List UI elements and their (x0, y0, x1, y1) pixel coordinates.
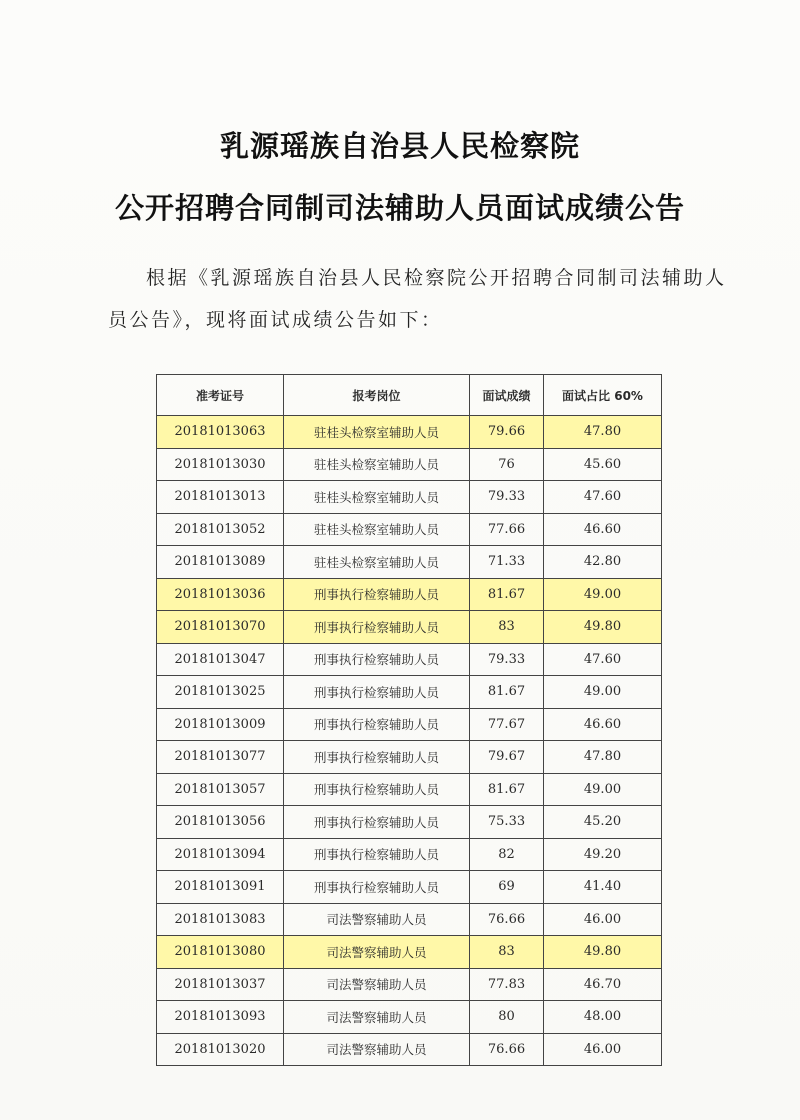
cell-post: 刑事执行检察辅助人员 (284, 773, 470, 806)
table-row (157, 611, 662, 644)
table-row (157, 1001, 662, 1034)
cell-score: 77.67 (470, 708, 544, 741)
cell-exam-id: 20181013009 (157, 708, 284, 741)
cell-exam-id: 20181013056 (157, 806, 284, 839)
cell-score: 80 (470, 1001, 544, 1034)
table-row (157, 936, 662, 969)
cell-exam-id: 20181013013 (157, 481, 284, 514)
cell-exam-id: 20181013077 (157, 741, 284, 774)
table-row (157, 871, 662, 904)
cell-exam-id: 20181013089 (157, 546, 284, 579)
header-exam-id: 准考证号 (157, 375, 284, 416)
cell-exam-id: 20181013047 (157, 643, 284, 676)
table-row (157, 903, 662, 936)
table-row (157, 416, 662, 449)
cell-score: 77.83 (470, 968, 544, 1001)
table-row (157, 448, 662, 481)
cell-post: 司法警察辅助人员 (284, 936, 470, 969)
cell-exam-id: 20181013025 (157, 676, 284, 709)
table-row (157, 513, 662, 546)
table-header-row (157, 375, 662, 416)
table-row (157, 708, 662, 741)
table-row (157, 643, 662, 676)
cell-exam-id: 20181013083 (157, 903, 284, 936)
document-title-line2: 公开招聘合同制司法辅助人员面试成绩公告 (114, 191, 685, 225)
table-row (157, 481, 662, 514)
cell-score: 81.67 (470, 676, 544, 709)
cell-weighted: 49.00 (544, 676, 662, 709)
table-body (157, 416, 662, 1066)
header-post: 报考岗位 (284, 375, 470, 416)
cell-score: 77.66 (470, 513, 544, 546)
cell-post: 驻桂头检察室辅助人员 (284, 513, 470, 546)
cell-weighted: 46.00 (544, 903, 662, 936)
table-row (157, 676, 662, 709)
cell-score: 75.33 (470, 806, 544, 839)
header-weighted: 面试占比 60% (544, 375, 662, 416)
cell-score: 71.33 (470, 546, 544, 579)
cell-post: 驻桂头检察室辅助人员 (284, 416, 470, 449)
table-row (157, 806, 662, 839)
cell-weighted: 45.60 (544, 448, 662, 481)
cell-weighted: 49.80 (544, 936, 662, 969)
cell-weighted: 46.60 (544, 513, 662, 546)
cell-score: 79.67 (470, 741, 544, 774)
cell-weighted: 41.40 (544, 871, 662, 904)
cell-score: 81.67 (470, 578, 544, 611)
table-row (157, 968, 662, 1001)
table-row (157, 578, 662, 611)
cell-score: 83 (470, 936, 544, 969)
cell-post: 刑事执行检察辅助人员 (284, 806, 470, 839)
cell-weighted: 47.80 (544, 416, 662, 449)
cell-weighted: 49.00 (544, 773, 662, 806)
cell-exam-id: 20181013037 (157, 968, 284, 1001)
table-row (157, 546, 662, 579)
cell-weighted: 45.20 (544, 806, 662, 839)
cell-exam-id: 20181013052 (157, 513, 284, 546)
cell-score: 76.66 (470, 903, 544, 936)
cell-exam-id: 20181013036 (157, 578, 284, 611)
cell-weighted: 42.80 (544, 546, 662, 579)
cell-post: 刑事执行检察辅助人员 (284, 871, 470, 904)
cell-post: 刑事执行检察辅助人员 (284, 838, 470, 871)
cell-post: 司法警察辅助人员 (284, 1001, 470, 1034)
cell-post: 驻桂头检察室辅助人员 (284, 546, 470, 579)
table-row (157, 838, 662, 871)
cell-post: 刑事执行检察辅助人员 (284, 611, 470, 644)
cell-exam-id: 20181013020 (157, 1033, 284, 1066)
score-table (156, 374, 662, 1066)
cell-score: 79.33 (470, 643, 544, 676)
cell-post: 司法警察辅助人员 (284, 968, 470, 1001)
table-row (157, 773, 662, 806)
table-row (157, 741, 662, 774)
cell-exam-id: 20181013080 (157, 936, 284, 969)
cell-post: 刑事执行检察辅助人员 (284, 643, 470, 676)
table-row (157, 1033, 662, 1066)
cell-post: 驻桂头检察室辅助人员 (284, 448, 470, 481)
cell-exam-id: 20181013094 (157, 838, 284, 871)
cell-weighted: 46.00 (544, 1033, 662, 1066)
cell-score: 82 (470, 838, 544, 871)
cell-score: 76 (470, 448, 544, 481)
cell-weighted: 49.20 (544, 838, 662, 871)
cell-score: 81.67 (470, 773, 544, 806)
cell-score: 83 (470, 611, 544, 644)
cell-post: 司法警察辅助人员 (284, 1033, 470, 1066)
cell-weighted: 47.60 (544, 481, 662, 514)
cell-post: 刑事执行检察辅助人员 (284, 708, 470, 741)
header-score: 面试成绩 (470, 375, 544, 416)
cell-post: 驻桂头检察室辅助人员 (284, 481, 470, 514)
cell-exam-id: 20181013063 (157, 416, 284, 449)
cell-exam-id: 20181013070 (157, 611, 284, 644)
cell-exam-id: 20181013093 (157, 1001, 284, 1034)
cell-weighted: 47.60 (544, 643, 662, 676)
cell-score: 76.66 (470, 1033, 544, 1066)
cell-post: 司法警察辅助人员 (284, 903, 470, 936)
cell-weighted: 48.00 (544, 1001, 662, 1034)
cell-post: 刑事执行检察辅助人员 (284, 741, 470, 774)
intro-paragraph: 根据《乳源瑶族自治县人民检察院公开招聘合同制司法辅助人员公告》，现将面试成绩公告如下： (108, 267, 727, 331)
cell-score: 69 (470, 871, 544, 904)
cell-exam-id: 20181013091 (157, 871, 284, 904)
document-title-line1: 乳源瑶族自治县人民检察院 (219, 129, 580, 163)
cell-weighted: 46.70 (544, 968, 662, 1001)
cell-score: 79.33 (470, 481, 544, 514)
cell-exam-id: 20181013030 (157, 448, 284, 481)
cell-weighted: 47.80 (544, 741, 662, 774)
cell-post: 刑事执行检察辅助人员 (284, 676, 470, 709)
cell-weighted: 49.80 (544, 611, 662, 644)
cell-post: 刑事执行检察辅助人员 (284, 578, 470, 611)
cell-weighted: 46.60 (544, 708, 662, 741)
cell-weighted: 49.00 (544, 578, 662, 611)
cell-score: 79.66 (470, 416, 544, 449)
cell-exam-id: 20181013057 (157, 773, 284, 806)
